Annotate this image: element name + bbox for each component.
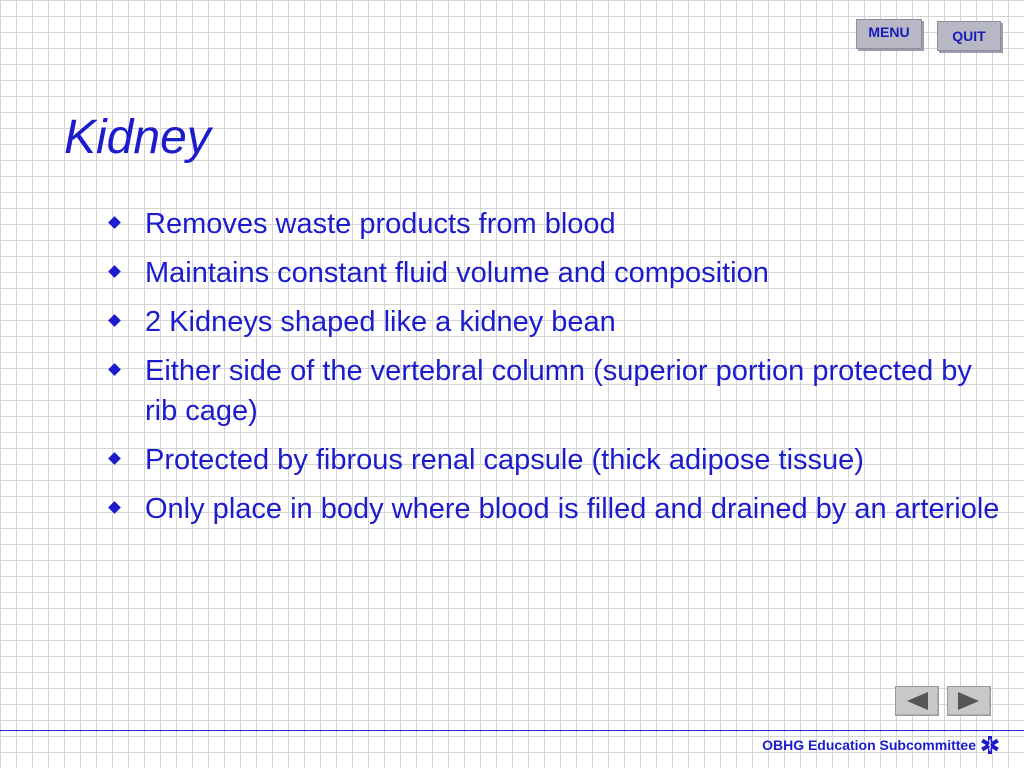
bullet-item [106, 204, 1006, 244]
diamond-bullet-icon [108, 265, 121, 278]
bullet-text: Only place in body where blood is filled and drained by an arteriole [145, 493, 1000, 525]
bullet-list [106, 204, 1006, 538]
diamond-bullet-icon [108, 363, 121, 376]
diamond-bullet-icon [108, 452, 121, 465]
bullet-text: Either side of the vertebral column (superior portion protected by rib cage) [145, 355, 972, 427]
bullet-item [106, 302, 1006, 342]
right-arrow-icon [956, 691, 982, 711]
diamond-bullet-icon [108, 314, 121, 327]
bullet-text: Maintains constant fluid volume and composition [145, 257, 769, 289]
quit-button-label: QUIT [952, 28, 986, 44]
bullet-text: 2 Kidneys shaped like a kidney bean [145, 306, 616, 338]
slide-title: Kidney [64, 111, 211, 164]
star-of-life-icon [980, 735, 1000, 755]
footer-divider [0, 730, 1024, 731]
menu-button-label: MENU [868, 24, 910, 40]
previous-slide-button[interactable] [895, 686, 939, 716]
diamond-bullet-icon [108, 501, 121, 514]
bullet-item [106, 351, 1006, 431]
diamond-bullet-icon [108, 216, 121, 229]
quit-button[interactable] [937, 21, 1001, 51]
left-arrow-icon [904, 691, 930, 711]
bullet-item [106, 253, 1006, 293]
bullet-text: Removes waste products from blood [145, 208, 616, 240]
next-slide-button[interactable] [947, 686, 991, 716]
bullet-item [106, 489, 1006, 529]
bullet-item [106, 440, 1006, 480]
bullet-text: Protected by fibrous renal capsule (thick adipose tissue) [145, 444, 864, 476]
footer-text: OBHG Education Subcommittee [762, 737, 976, 753]
menu-button[interactable] [856, 19, 922, 49]
footer [762, 735, 1000, 755]
